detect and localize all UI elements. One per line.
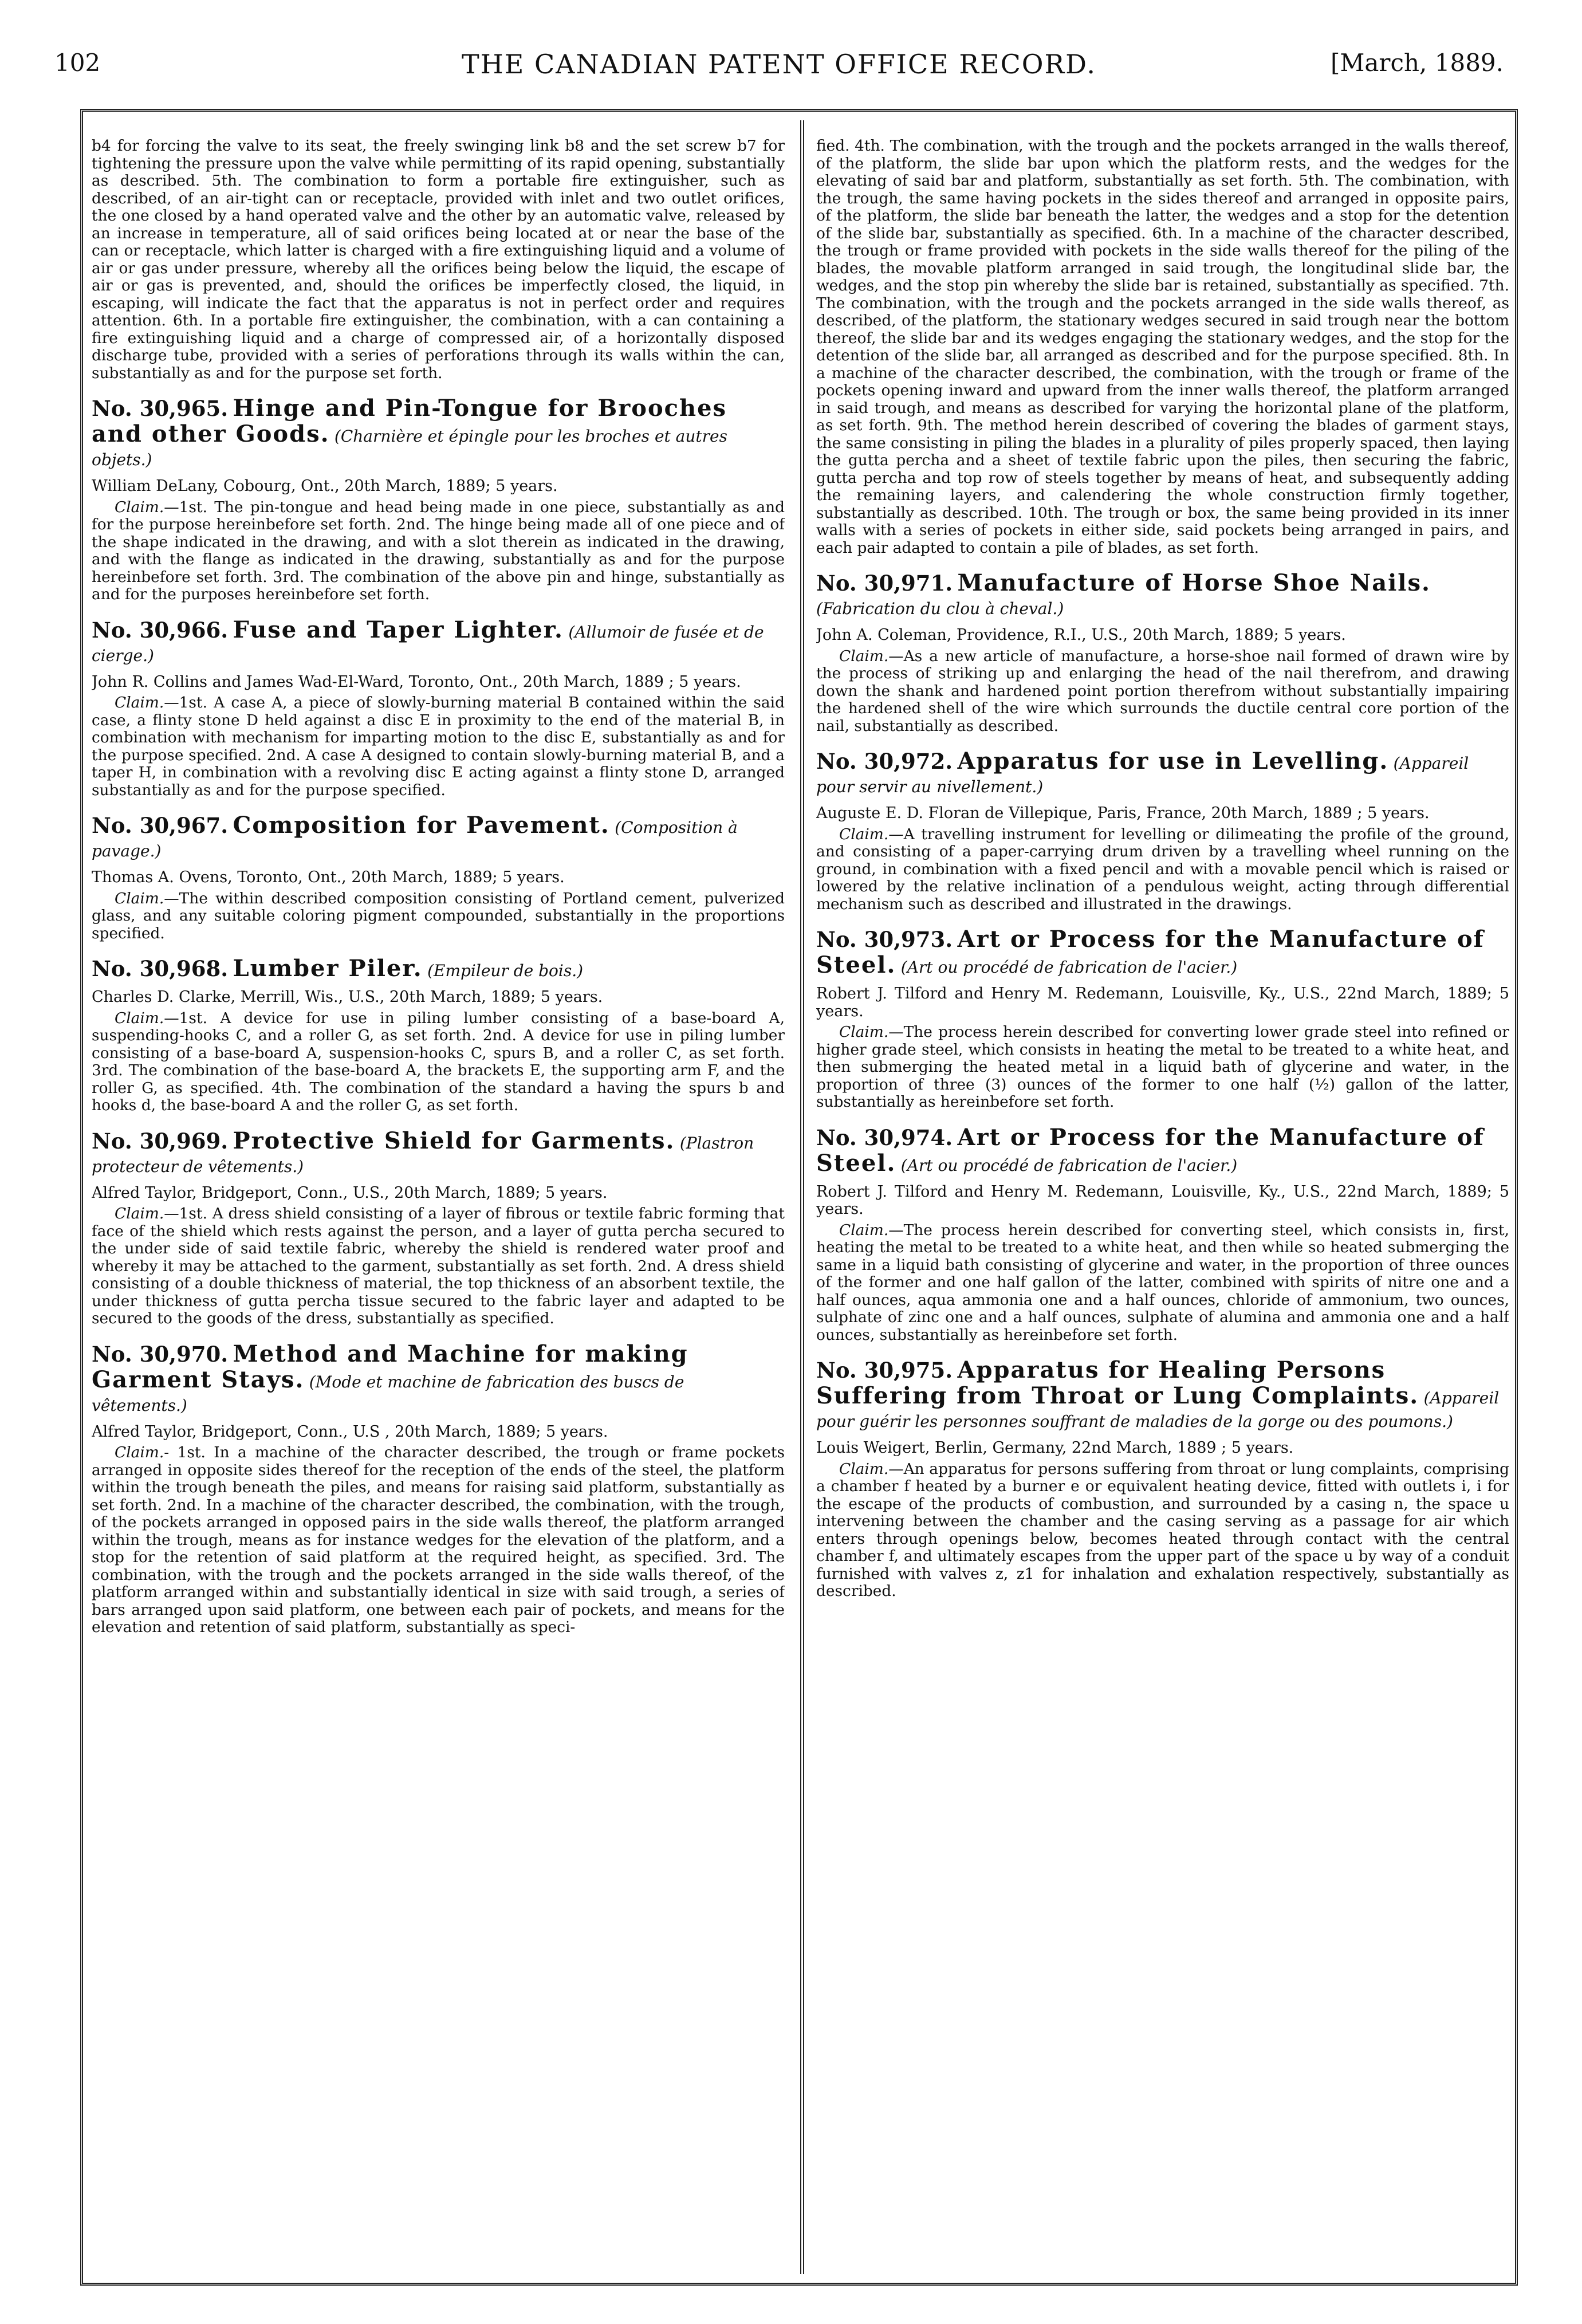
claim-body: —1st. A dress shield consisting of a layer of fibrous or textile fabric forming that face of the shield which rests against the person, and a layer of gutta percha secured to the under side of said textile fabric, whereby the shield is rendered water proof and whereby it may be attached to the garment, substantially as set forth. 2nd. A dress shield consisting of a double thickness of material, the top thickness of an absorbent textile, the under thickness of gutta percha tissue secured to the fabric layer and adapted to be secured to the goods of the dress, substantially as specified. (92, 1205, 785, 1327)
claim-label: Claim. (115, 1444, 164, 1461)
claim-text (92, 499, 785, 604)
claim-label: Claim. (839, 1460, 889, 1478)
patent-title: Composition for Pavement. (233, 812, 610, 839)
french-title: (Composition à pavage.) (92, 818, 738, 860)
inventor-line: Robert J. Tilford and Henry M. Redemann, Louisville, Ky., U.S., 22nd March, 1889; 5 years. (816, 985, 1509, 1020)
claim-label: Claim. (115, 1205, 164, 1222)
patent-number: No. 30,972. (816, 749, 953, 774)
claim-label: Claim. (839, 1023, 889, 1041)
patent-title: Apparatus for use in Levelling. (957, 748, 1389, 774)
column-divider (800, 120, 804, 2274)
claim-label: Claim. (839, 647, 889, 665)
inventor-line: Louis Weigert, Berlin, Germany, 22nd March, 1889 ; 5 years. (816, 1439, 1294, 1457)
claim-text (92, 1205, 785, 1328)
entry-heading (816, 928, 1509, 980)
patent-entry (92, 1127, 785, 1328)
claim-text (816, 826, 1509, 914)
claim-text (92, 1444, 785, 1637)
entry-heading (816, 569, 1509, 621)
patent-title: Lumber Piler. (233, 955, 423, 982)
patent-number: No. 30,968. (92, 956, 229, 981)
patent-number: No. 30,965. (92, 396, 229, 421)
patent-entry (92, 397, 785, 604)
patent-number: No. 30,975. (816, 1358, 953, 1383)
continuation-text: fied. 4th. The combination, with the trough and the pockets arranged in the walls thereof, of the platform, the slide bar upon which the platform rests, and the wedges for the elevating of said bar and platform, substantially as set forth. 5th. The combination, with the trough, the same having pockets in the sides thereof and arranged in opposite pairs, of the platform, the slide bar beneath the latter, the wedges and a stop for the detention of the slide bar, substantially as specified. 6th. In a machine of the character described, the trough or frame provided with pockets in the side walls thereof for the piling of the blades, the movable platform arranged in said trough, the longitudinal slide bar, the wedges, and the stop pin whereby the slide bar is retained, substantially as specified. 7th. The combination, with the trough and the pockets arranged in the side walls thereof, as described, of the platform, the stationary wedges secured in said trough near the bottom thereof, the slide bar and its wedges engaging the stationary wedges, and the stop for the detention of the slide bar, all arranged as described and for the purpose specified. 8th. In a machine of the character described, the combination, with the trough or frame of the pockets opening inward and upward from the inner walls thereof, the platform arranged in said trough, and means as described for varying the horizontal plane of the platform, as set forth. 9th. The method herein described of covering the blades of garment stays, the same consisting in piling the blades in a plurality of piles properly spaced, then laying the gutta percha and a sheet of textile fabric upon the piles, then securing the fabric, gutta percha and top row of steels together by means of heat, and subsequently adding the remaining layers, and calendering the whole construction firmly together, substantially as described. 10th. The trough or box, the same being provided in its inner walls with a series of pockets in either side, said pockets being arranged in pairs, and each pair adapted to contain a pile of blades, as set forth. (816, 137, 1509, 557)
patent-number: No. 30,969. (92, 1128, 229, 1154)
claim-body: —The within described composition consisting of Portland cement, pulverized glass, and any suitable coloring pigment compounded, substantially in the proportions specified. (92, 889, 785, 942)
inventor-line: William DeLany, Cobourg, Ont., 20th March, 1889; 5 years. (92, 477, 558, 495)
patent-title: Hinge and Pin-Tongue for Brooches and other Goods. (92, 395, 727, 447)
entry-heading (92, 1340, 785, 1418)
inventor-line: John R. Collins and James Wad-El-Ward, Toronto, Ont., 20th March, 1889 ; 5 years. (92, 673, 741, 691)
patent-entry (92, 814, 785, 942)
patent-number: No. 30,974. (816, 1124, 953, 1150)
claim-label: Claim. (115, 694, 164, 711)
claim-text (816, 1222, 1509, 1344)
claim-body: —1st. The pin-tongue and head being made in one piece, substantially as and for the purpose hereinbefore set forth. 2nd. The hinge being made all of one piece and of the shape indicated in the drawing, and with a slot therein as indicated in the drawing, and with the flange as indicated in the drawing, substantially as and for the purpose hereinbefore set forth. 3rd. The combination of the above pin and hinge, substantially as and for the purposes hereinbefore set forth. (92, 498, 785, 603)
inventor-line: Alfred Taylor, Bridgeport, Conn., U.S., 20th March, 1889; 5 years. (92, 1183, 608, 1202)
french-title: (Allumoir de fusée et de cierge.) (92, 622, 764, 665)
patent-number: No. 30,970. (92, 1341, 229, 1367)
patent-entry (92, 957, 785, 1115)
claim-text (92, 1010, 785, 1115)
french-title: (Appareil pour servir au nivellement.) (816, 754, 1469, 796)
claim-text (816, 1461, 1509, 1601)
claim-body: —A travelling instrument for levelling or dilimeating the profile of the ground, and consisting of a paper-carrying drum driven by a travelling wheel running on the ground, in combination with a fixed pencil and with a movable pencil which is raised or lowered by the relative inclination of a pendulous weight, acting through differential mechanism such as described and illustrated in the drawings. (816, 825, 1509, 913)
french-title: (Appareil pour guérir les personnes souffrant de maladies de la gorge ou des poumons.) (816, 1389, 1500, 1431)
claim-label: Claim. (839, 825, 889, 843)
entry-heading (816, 1356, 1509, 1434)
french-title: (Art ou procédé de fabrication de l'acier.) (900, 958, 1238, 977)
patent-title: Manufacture of Horse Shoe Nails. (957, 569, 1431, 596)
patent-number: No. 30,966. (92, 617, 229, 643)
entry-heading (816, 750, 1509, 799)
inventor-line: Alfred Taylor, Bridgeport, Conn., U.S , 20th March, 1889; 5 years. (92, 1422, 608, 1441)
claim-label: Claim. (115, 498, 164, 516)
patent-number: No. 30,971. (816, 571, 953, 596)
claim-text (92, 890, 785, 943)
entry-heading (92, 616, 785, 668)
claim-body: —An apparatus for persons suffering from throat or lung complaints, comprising a chamber f heated by a burner e or equivalent heating device, fitted with outlets i, i for the escape of the products of combustion, and surrounded by a casing n, the space u intervening between the chamber and the casing serving as a passage for air which enters through openings below, becomes heated through contact with the central chamber f, and ultimately escapes from the upper part of the space u by way of a conduit furnished with valves z, z1 for inhalation and exhalation respectively, substantially as described. (816, 1460, 1509, 1600)
patent-number: No. 30,967. (92, 813, 229, 838)
inventor-line: Robert J. Tilford and Henry M. Redemann, Louisville, Ky., U.S., 22nd March, 1889; 5 years. (816, 1182, 1509, 1218)
claim-body: - 1st. In a machine of the character described, the trough or frame pockets arranged in opposite sides thereof for the reception of the ends of the steel, the platform within the trough beneath the piles, and means for raising said platform, substantially as set forth. 2nd. In a machine of the character described, the combination, with the trough, of the pockets arranged in opposed pairs in the side walls thereof, the platform arranged within the trough, means as for instance wedges for the elevation of the platform, and a stop for the retention of said platform at the required height, as specified. 3rd. The combination, with the trough and the pockets arranged in the side walls thereof, of the platform arranged within and substantially identical in size with said trough, a series of bars arranged upon said platform, one between each pair of pockets, and means for the elevation and retention of said platform, substantially as speci- (92, 1444, 785, 1636)
claim-text (816, 648, 1509, 736)
patent-title: Apparatus for Healing Persons Suffering from Throat or Lung Complaints. (816, 1356, 1419, 1409)
patent-entry (92, 616, 785, 800)
entry-heading (92, 814, 785, 863)
french-title: (Empileur de bois.) (427, 961, 584, 980)
right-column (816, 137, 1509, 2257)
inventor-line: Auguste E. D. Floran de Villepique, Paris, France, 20th March, 1889 ; 5 years. (816, 804, 1430, 822)
french-title: (Art ou procédé de fabrication de l'acier.) (900, 1155, 1238, 1175)
patent-entry (92, 1340, 785, 1637)
patent-entry (816, 750, 1509, 913)
continuation-text: b4 for forcing the valve to its seat, the freely swinging link b8 and the set screw b7 for tightening the pressure upon the valve while permitting of its rapid opening, substantially as described. 5th. The combination to form a portable fire extinguisher, such as described, of an air-tight can or receptacle, provided with inlet and two outlet orifices, the one closed by a hand operated valve and the other by an automatic valve, released by an increase in temperature, all of said orifices being located at or near the base of the can or receptacle, which latter is charged with a fire extinguishing liquid and a volume of air or gas under pressure, whereby all the orifices being below the liquid, the escape of air or gas is prevented, and, should the orifices be imperfectly closed, the liquid, in escaping, will indicate the fact that the apparatus is not in perfect order and requires attention. 6th. In a portable fire extinguisher, the combination, with a can containing a fire extinguishing liquid and a charge of compressed air, of a horizontally disposed discharge tube, provided with a series of perforations through its walls within the can, substantially as and for the purpose set forth. (92, 137, 785, 382)
entry-heading (92, 957, 785, 983)
french-title: (Mode et machine de fabrication des buscs de vêtements.) (92, 1372, 684, 1415)
inventor-line: Charles D. Clarke, Merrill, Wis., U.S., 20th March, 1889; 5 years. (92, 988, 603, 1006)
claim-label: Claim. (115, 889, 164, 907)
patent-entry (816, 1356, 1509, 1601)
inventor-line: Thomas A. Ovens, Toronto, Ont., 20th March, 1889; 5 years. (92, 868, 565, 886)
issue-date: [March, 1889. (1330, 49, 1504, 77)
page-number: 102 (54, 49, 101, 77)
claim-body: —As a new article of manufacture, a horse-shoe nail formed of drawn wire by the process of striking up and enlarging the head of the nail therefrom, and drawing down the shank and hardened point portion therefrom without substantially impairing the hardened shell of the wire which surrounds the ductile central core portion of the nail, substantially as described. (816, 647, 1509, 735)
claim-body: —The process herein described for converting steel, which consists in, first, heating the metal to be treated to a white heat, and then while so heated submerging the same in a liquid bath consisting of glycerine and water, in the proportion of three ounces of the former and one half gallon of the latter, combined with spirits of nitre one and a half ounces, aqua ammonia one and a half ounces, chloride of ammonium, two ounces, sulphate of zinc one and a half ounces, sulphate of alumina and ammonia one and a half ounces, substantially as hereinbefore set forth. (816, 1221, 1509, 1344)
french-title: (Charnière et épingle pour les broches et autres objets.) (92, 427, 727, 469)
claim-body: —1st. A device for use in piling lumber consisting of a base-board A, suspending-hooks C, and a roller G, as set forth. 2nd. A device for use in piling lumber consisting of a base-board A, suspension-hooks C, spurs B, and a roller C, as set forth. 3rd. The combination of the base-board A, the brackets E, the supporting arm F, and the roller G, as specified. 4th. The combination of the standard a having the spurs b and hooks d, the base-board A and the roller G, as set forth. (92, 1009, 785, 1114)
patent-title: Method and Machine for making Garment Stays. (92, 1340, 688, 1393)
entry-heading (92, 1127, 785, 1179)
claim-text (92, 694, 785, 799)
claim-body: —1st. A case A, a piece of slowly-burning material B contained within the said case, a flinty stone D held against a disc E in proximity to the end of the material B, in combination with mechanism for imparting motion to the disc E, substantially as and for the purpose specified. 2nd. A case A designed to contain slowly-burning material B, and a taper H, in combination with a revolving disc E acting against a flinty stone D, arranged substantially as and for the purpose specified. (92, 694, 785, 799)
claim-body: —The process herein described for converting lower grade steel into refined or higher grade steel, which consists in heating the metal to be treated to a white heat, and then submerging the heated metal in a liquid bath of glycerine and water, in the proportion of three (3) ounces of the former to one half (½) gallon of the latter, substantially as hereinbefore set forth. (816, 1023, 1509, 1111)
patent-title: Art or Process for the Manufacture of Steel. (816, 926, 1485, 978)
page-title: THE CANADIAN PATENT OFFICE RECORD. (461, 49, 1096, 80)
claim-label: Claim. (839, 1221, 889, 1239)
patent-number: No. 30,973. (816, 927, 953, 952)
patent-title: Fuse and Taper Lighter. (233, 616, 564, 643)
inventor-line: John A. Coleman, Providence, R.I., U.S., 20th March, 1889; 5 years. (816, 626, 1346, 644)
patent-entry (816, 569, 1509, 735)
entry-heading (92, 397, 785, 472)
claim-text (816, 1024, 1509, 1111)
patent-entry (816, 928, 1509, 1111)
patent-entry (816, 1123, 1509, 1344)
page-header (54, 49, 1504, 89)
french-title: (Fabrication du clou à cheval.) (816, 599, 1064, 618)
left-column (92, 137, 785, 2257)
claim-label: Claim. (115, 1009, 164, 1027)
patent-title: Protective Shield for Garments. (233, 1127, 675, 1154)
patent-title: Art or Process for the Manufacture of Steel. (816, 1123, 1485, 1177)
entry-heading (816, 1123, 1509, 1178)
french-title: (Plastron protecteur de vêtements.) (92, 1133, 754, 1176)
